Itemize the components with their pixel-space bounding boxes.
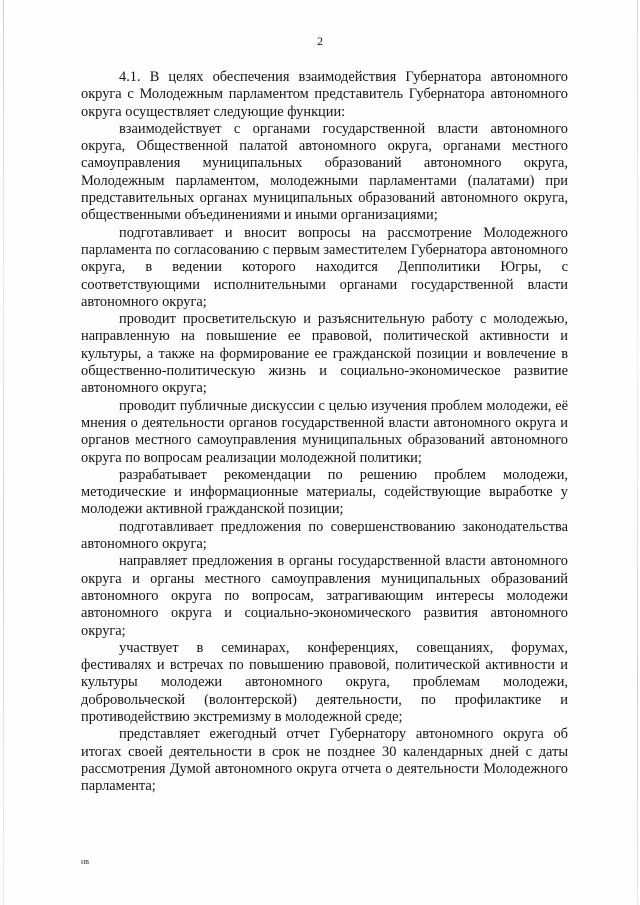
- paragraph-function: направляет предложения в органы государственной власти автономного округа и органы местного самоуправления муниципальных образований автономного округа по вопросам, затрагивающим интересы молодежи автономного округа и социально-экономического развития автономного округа;: [81, 553, 568, 639]
- paragraph-function: проводит просветительскую и разъяснительную работу с молодежью, направленную на повышение ее правовой, политической активности и культуры, а также на формирование ее гражданской позиции и вовлечение в общественно-политическую жизнь и социально-экономическое развитие автономного округа;: [81, 311, 568, 397]
- page-number: 2: [317, 34, 323, 48]
- paragraph-function: проводит публичные дискуссии с целью изучения проблем молодежи, её мнения о деятельности органов государственной власти автономного округа и органов местного самоуправления муниципальных образований автономного округа по вопросам реализации молодежной политики;: [81, 397, 568, 466]
- paragraph-function: подготавливает предложения по совершенствованию законодательства автономного округа;: [81, 518, 568, 553]
- scan-edge-right: [637, 0, 638, 905]
- paragraph-function: разрабатывает рекомендации по решению проблем молодежи, методические и информационные материалы, содействующие выработке у молодежи активной гражданской позиции;: [81, 466, 568, 518]
- footer-initials: нв: [81, 857, 90, 866]
- paragraph-function: взаимодействует с органами государственной власти автономного округа, Общественной палатой автономного округа, органами местного самоуправления муниципальных образований автономного округа, Молодежным парламентом, молодежными парламентами (палатами) при представительных органах муниципальных образований автономного округа, общественными объединениями и иными организациями;: [81, 120, 568, 224]
- scan-edge-left: [3, 0, 4, 905]
- paragraph-intro: 4.1. В целях обеспечения взаимодействия Губернатора автономного округа с Молодежным парламентом представитель Губернатора автономного округа осуществляет следующие функции:: [81, 69, 568, 120]
- paragraph-function: участвует в семинарах, конференциях, совещаниях, форумах, фестивалях и встречах по повышению правовой, политической активности и культуры молодежи автономного округа, проблемам молодежи, добровольческой (волонтерской) деятельности, по профилактике и противодействию экстремизму в молодежной среде;: [81, 639, 568, 725]
- paragraph-function: представляет ежегодный отчет Губернатору автономного округа об итогах своей деятельности в срок не позднее 30 календарных дней с даты рассмотрения Думой автономного округа отчета о деятельности Молодежного парламента;: [81, 726, 568, 795]
- paragraph-function: подготавливает и вносит вопросы на рассмотрение Молодежного парламента по согласованию с первым заместителем Губернатора автономного округа, в ведении которого находится Депполитики Югры, с соответствующими исполнительными органами государственной власти автономного округа;: [81, 224, 568, 310]
- document-body: [81, 69, 568, 795]
